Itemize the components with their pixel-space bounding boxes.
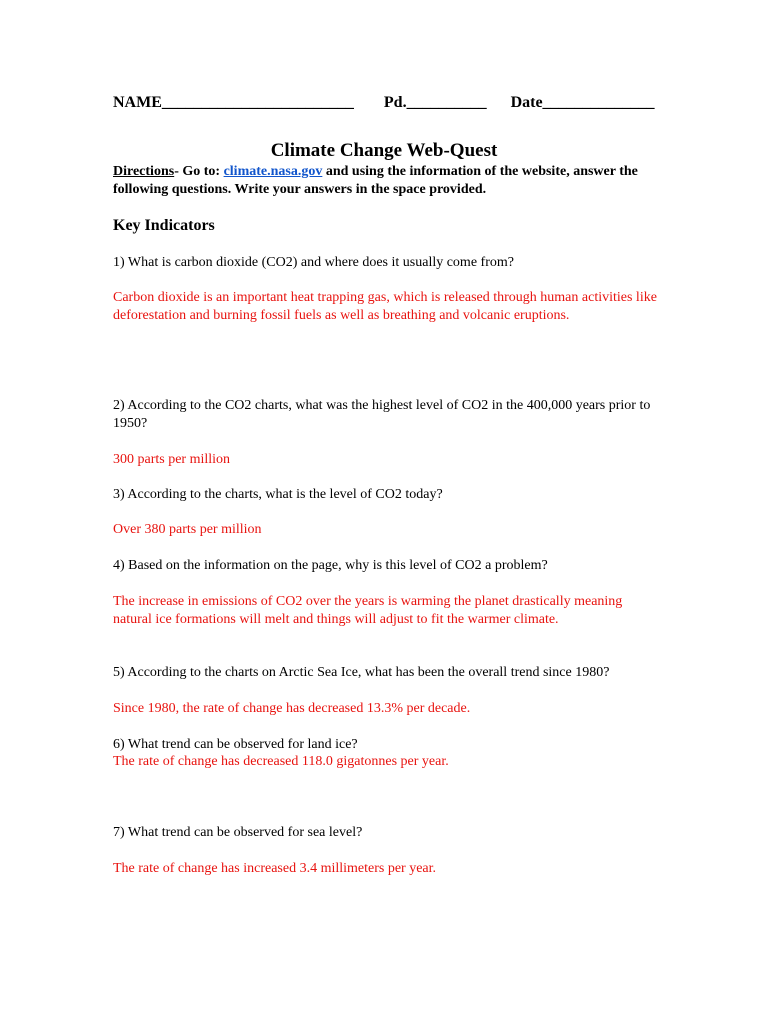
- period-field[interactable]: Pd.__________: [383, 94, 487, 111]
- answer-6: The rate of change has decreased 118.0 gigatonnes per year.: [113, 754, 449, 769]
- student-info-header: [113, 94, 655, 112]
- page-title: Climate Change Web-Quest: [270, 140, 498, 161]
- climate-nasa-link[interactable]: climate.nasa.gov: [223, 164, 323, 179]
- section-heading: Key Indicators: [113, 217, 215, 234]
- question-3: 3) According to the charts, what is the level of CO2 today?: [113, 487, 443, 502]
- directions-paragraph: [113, 163, 673, 199]
- name-field[interactable]: NAME________________________: [113, 94, 354, 111]
- answer-4: The increase in emissions of CO2 over the years is warming the planet drastically meaning natural ice formations will melt and things will adjust to fit the warmer climate.: [113, 594, 623, 627]
- question-4: 4) Based on the information on the page, why is this level of CO2 a problem?: [113, 558, 548, 573]
- date-field[interactable]: Date______________: [510, 94, 655, 111]
- answer-3: Over 380 parts per million: [113, 522, 262, 537]
- directions-text: and using the information of the website, answer the following questions. Write your answers in the space provided.: [113, 164, 638, 197]
- question-2: 2) According to the CO2 charts, what was the highest level of CO2 in the 400,000 years prior to 1950?: [113, 398, 651, 431]
- directions-label: Directions: [113, 164, 175, 179]
- directions-go-to: - Go to:: [174, 164, 224, 179]
- question-1: 1) What is carbon dioxide (CO2) and where does it usually come from?: [113, 255, 514, 270]
- answer-1: Carbon dioxide is an important heat trapping gas, which is released through human activities like deforestation and burning fossil fuels as well as breathing and volcanic eruptions.: [113, 290, 657, 323]
- answer-5: Since 1980, the rate of change has decreased 13.3% per decade.: [113, 701, 471, 716]
- question-6: 6) What trend can be observed for land ice?: [113, 737, 358, 752]
- question-5: 5) According to the charts on Arctic Sea Ice, what has been the overall trend since 1980?: [113, 665, 610, 680]
- answer-2: 300 parts per million: [113, 452, 231, 467]
- answer-7: The rate of change has increased 3.4 millimeters per year.: [113, 861, 437, 876]
- question-7: 7) What trend can be observed for sea level?: [113, 825, 363, 840]
